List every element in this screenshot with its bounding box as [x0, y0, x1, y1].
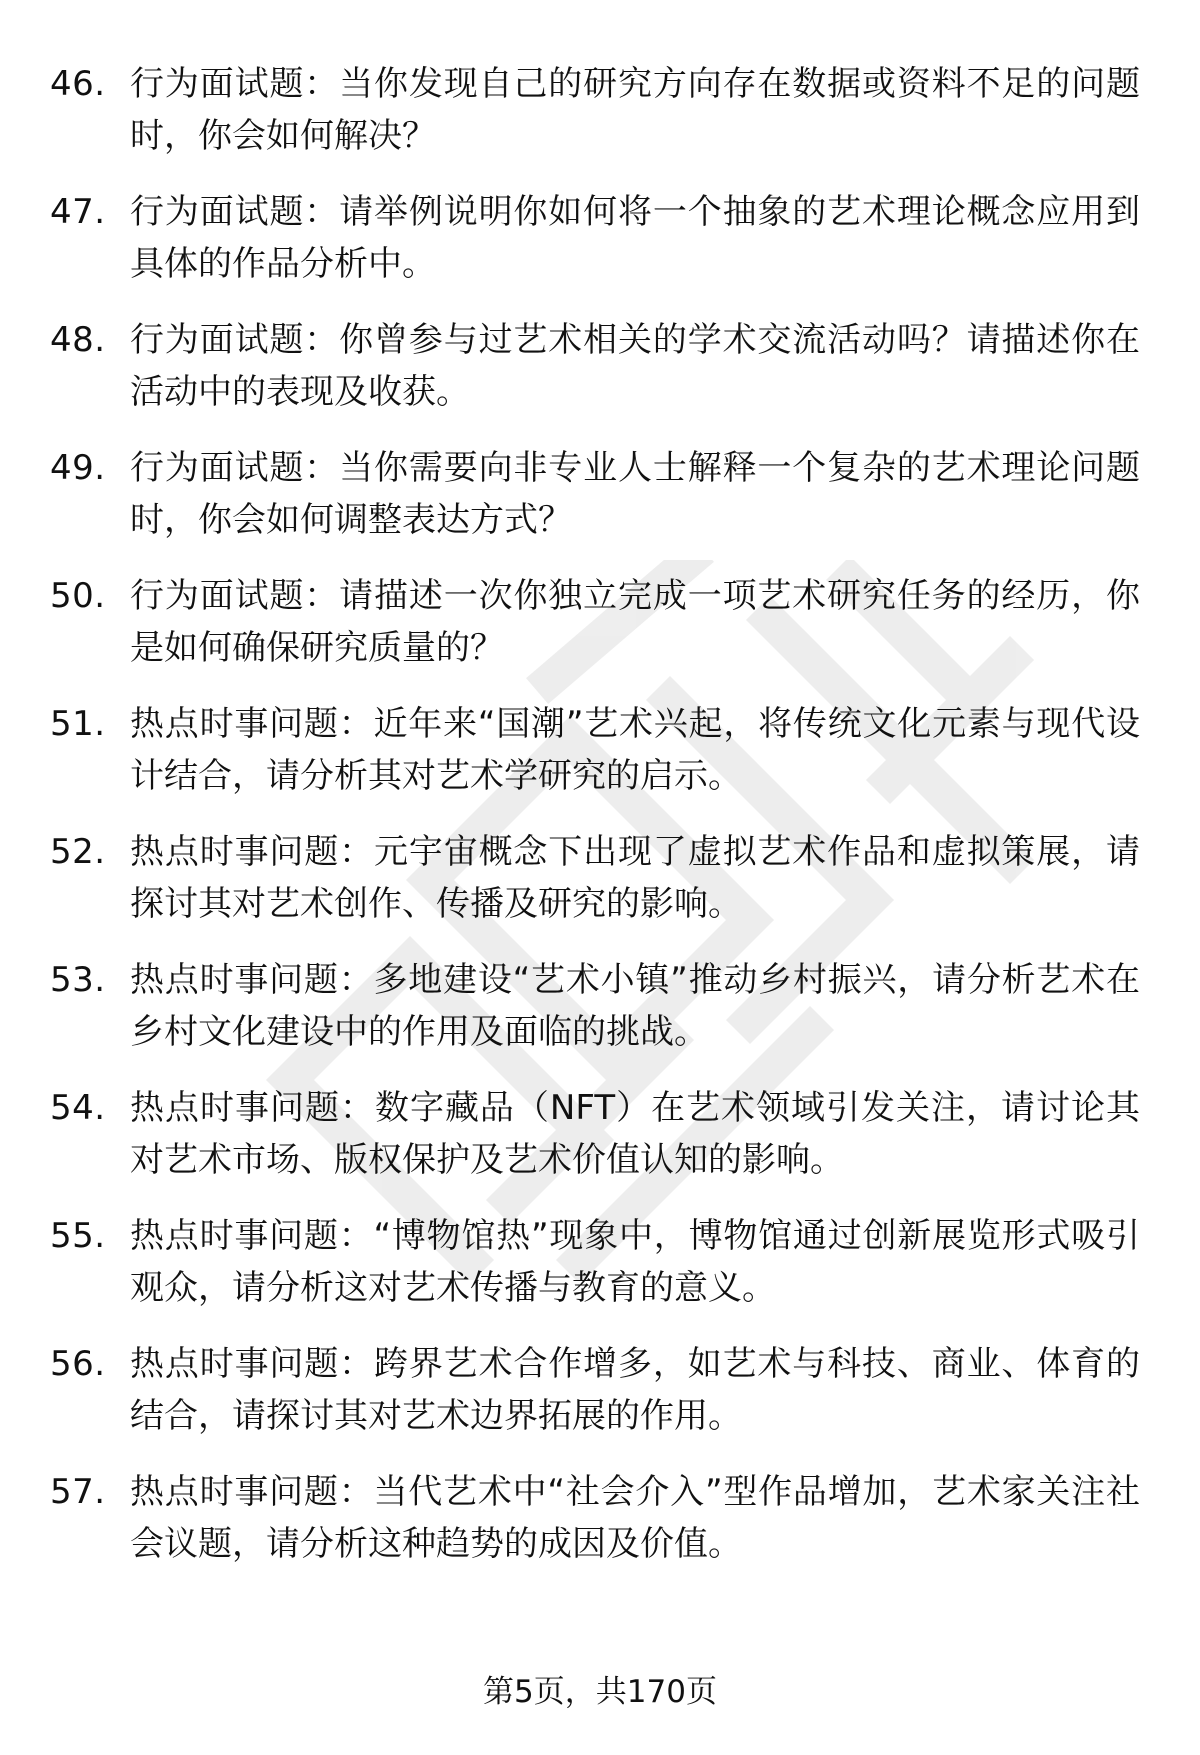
- question-number: 57.: [50, 1472, 106, 1512]
- page-number-label: 第5页，共170页: [483, 1674, 717, 1710]
- question-text: 行为面试题：当你发现自己的研究方向存在数据或资料不足的问题时，你会如何解决？: [130, 64, 1140, 156]
- question-text: 热点时事问题：数字藏品（NFT）在艺术领域引发关注，请讨论其对艺术市场、版权保护及艺术价值认知的影响。: [130, 1088, 1140, 1180]
- question-item: [50, 314, 1140, 442]
- question-number: 54.: [50, 1088, 106, 1128]
- question-item: [50, 442, 1140, 570]
- question-number: 50.: [50, 576, 106, 616]
- question-text: 行为面试题：当你需要向非专业人士解释一个复杂的艺术理论问题时，你会如何调整表达方式？: [130, 448, 1140, 540]
- question-number: 51.: [50, 704, 106, 744]
- question-item: [50, 1466, 1140, 1594]
- question-item: [50, 186, 1140, 314]
- question-text: 热点时事问题：近年来“国潮”艺术兴起，将传统文化元素与现代设计结合，请分析其对艺术学研究的启示。: [130, 704, 1140, 796]
- question-item: [50, 826, 1140, 954]
- question-number: 55.: [50, 1216, 106, 1256]
- question-number: 47.: [50, 192, 106, 232]
- question-list: [50, 58, 1140, 1594]
- question-item: [50, 1338, 1140, 1466]
- question-text: 热点时事问题：多地建设“艺术小镇”推动乡村振兴，请分析艺术在乡村文化建设中的作用及面临的挑战。: [130, 960, 1140, 1052]
- question-text: 行为面试题：请举例说明你如何将一个抽象的艺术理论概念应用到具体的作品分析中。: [130, 192, 1140, 284]
- question-number: 52.: [50, 832, 106, 872]
- question-number: 56.: [50, 1344, 106, 1384]
- question-text: 热点时事问题：跨界艺术合作增多，如艺术与科技、商业、体育的结合，请探讨其对艺术边界拓展的作用。: [130, 1344, 1140, 1436]
- question-item: [50, 58, 1140, 186]
- question-item: [50, 570, 1140, 698]
- question-number: 48.: [50, 320, 106, 360]
- question-text: 热点时事问题：“博物馆热”现象中，博物馆通过创新展览形式吸引观众，请分析这对艺术传播与教育的意义。: [130, 1216, 1140, 1308]
- page-footer: [0, 1672, 1200, 1712]
- question-text: 热点时事问题：当代艺术中“社会介入”型作品增加，艺术家关注社会议题，请分析这种趋势的成因及价值。: [130, 1472, 1140, 1564]
- question-item: [50, 1082, 1140, 1210]
- question-item: [50, 698, 1140, 826]
- question-text: 行为面试题：请描述一次你独立完成一项艺术研究任务的经历，你是如何确保研究质量的？: [130, 576, 1140, 668]
- question-text: 热点时事问题：元宇宙概念下出现了虚拟艺术作品和虚拟策展，请探讨其对艺术创作、传播及研究的影响。: [130, 832, 1140, 924]
- question-number: 49.: [50, 448, 106, 488]
- question-item: [50, 954, 1140, 1082]
- question-number: 53.: [50, 960, 106, 1000]
- question-text: 行为面试题：你曾参与过艺术相关的学术交流活动吗？请描述你在活动中的表现及收获。: [130, 320, 1140, 412]
- question-item: [50, 1210, 1140, 1338]
- question-number: 46.: [50, 64, 106, 104]
